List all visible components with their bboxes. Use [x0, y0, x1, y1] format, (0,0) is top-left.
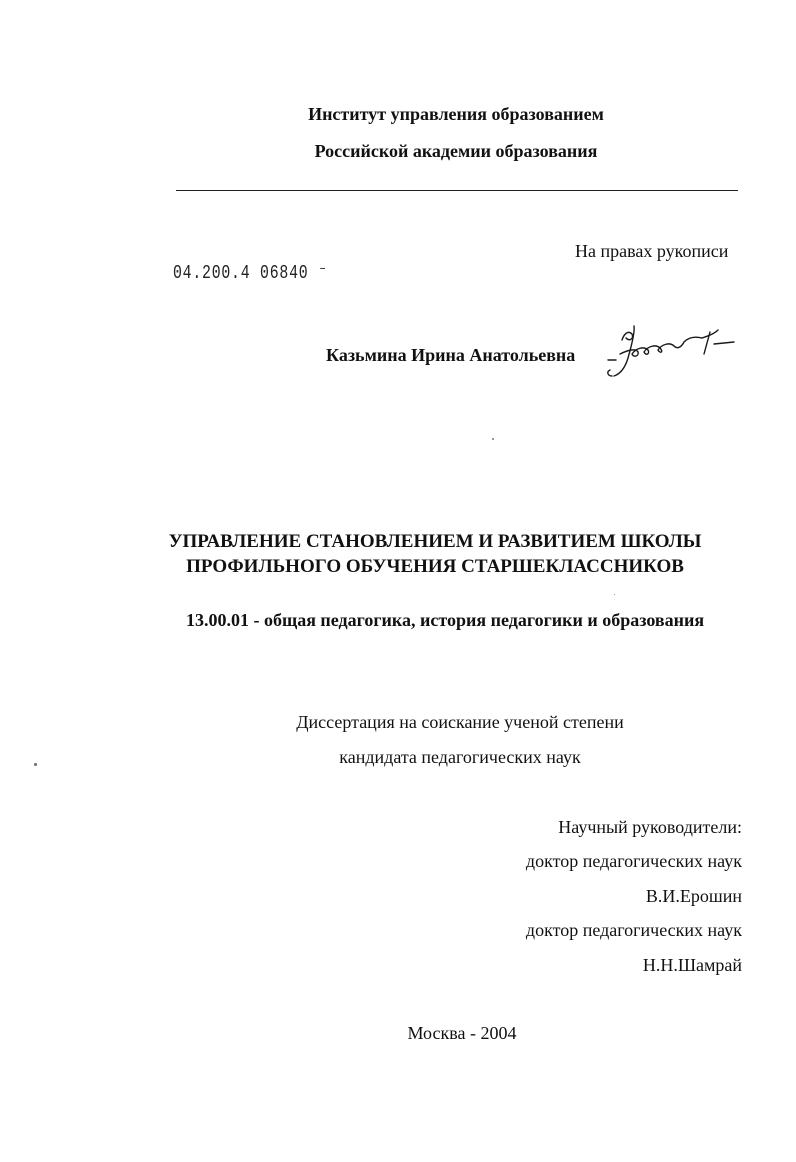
scan-speck — [34, 763, 37, 766]
rights-note: На правах рукописи — [575, 241, 729, 261]
institute-name-line1: Институт управления образованием — [308, 104, 604, 124]
scan-speck — [614, 594, 615, 595]
degree-line2: кандидата педагогических наук — [339, 747, 581, 767]
registration-number: 04.200.4 06840 — [173, 262, 309, 284]
degree-line1: Диссертация на соискание ученой степени — [296, 712, 624, 732]
supervisor-2-name: Н.Н.Шамрай — [642, 955, 742, 975]
registration-stamp: 04.200.4 06840 ⁻ — [173, 262, 328, 284]
supervisor-1-name: В.И.Ерошин — [645, 886, 742, 906]
specialty-code: 13.00.01 - общая педагогика, история педагогики и образования — [186, 610, 705, 630]
dissertation-title-line2: ПРОФИЛЬНОГО ОБУЧЕНИЯ СТАРШЕКЛАССНИКОВ — [186, 556, 684, 577]
supervisor-2-degree: доктор педагогических наук — [525, 920, 742, 940]
header-divider — [176, 190, 738, 191]
place-and-year: Москва - 2004 — [407, 1023, 517, 1043]
scan-speck — [492, 438, 494, 440]
supervisors-heading: Научный руководители: — [558, 817, 742, 837]
author-name: Казьмина Ирина Анатольевна — [326, 345, 576, 365]
author-signature — [598, 320, 738, 384]
dissertation-title-line1: УПРАВЛЕНИЕ СТАНОВЛЕНИЕМ И РАЗВИТИЕМ ШКОЛЫ — [168, 531, 702, 552]
institute-name-line2: Российской академии образования — [314, 141, 598, 161]
supervisor-1-degree: доктор педагогических наук — [525, 851, 742, 871]
